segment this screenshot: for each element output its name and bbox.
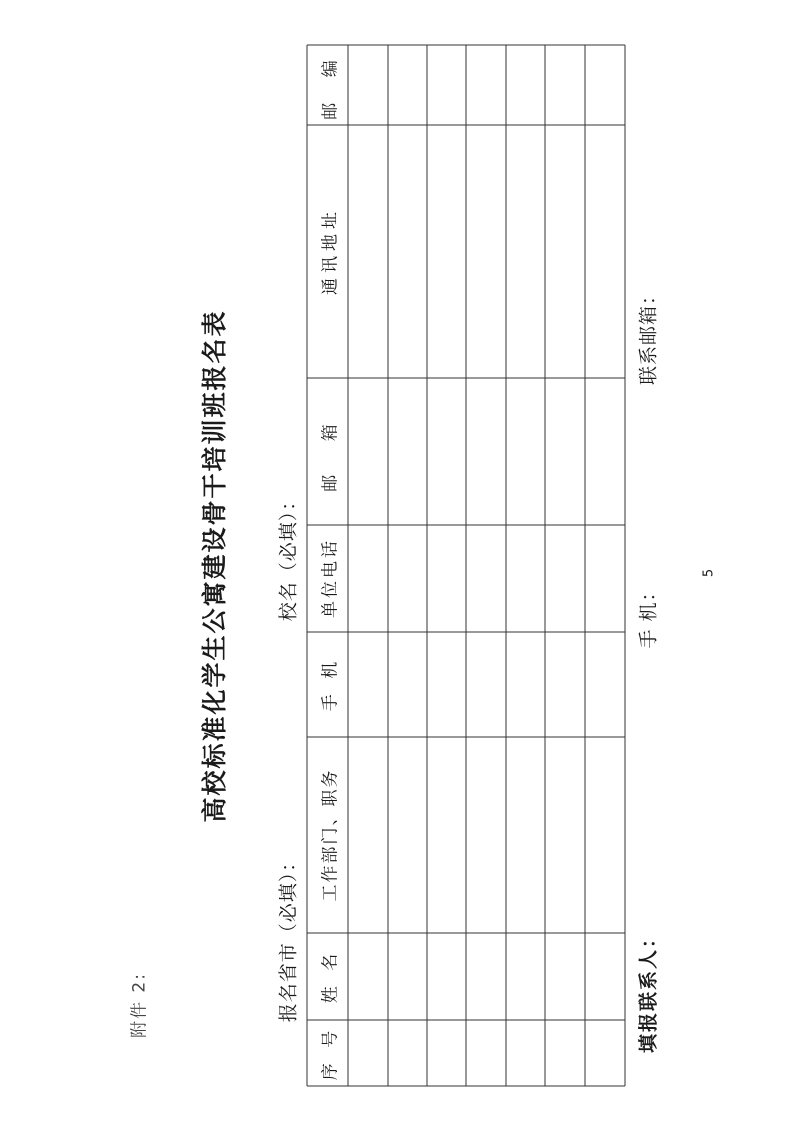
header-postcode: 邮 编 [320,50,341,120]
school-field-label: 校名（必填）： [277,490,300,622]
page-number: 5 [701,568,717,578]
header-department-position: 工作部门、职务 [320,768,341,902]
header-address: 通讯地址 [320,207,341,295]
header-name: 姓 名 [320,948,341,1004]
footer-mobile-label: 手 机： [637,581,660,649]
header-email: 邮 箱 [320,410,341,492]
header-mobile: 手 机 [320,656,341,712]
province-field-label: 报名省市（必填）： [277,851,300,1023]
header-index: 序 号 [320,1025,341,1081]
header-office-phone: 单位电话 [320,538,341,618]
footer-email-label: 联系邮箱： [637,284,660,386]
form-title: 高校标准化学生公寓建设骨干培训班报名表 [200,309,229,823]
filler-contact-label: 填报联系人： [637,926,660,1054]
annex-label: 附件 2: [129,972,150,1038]
